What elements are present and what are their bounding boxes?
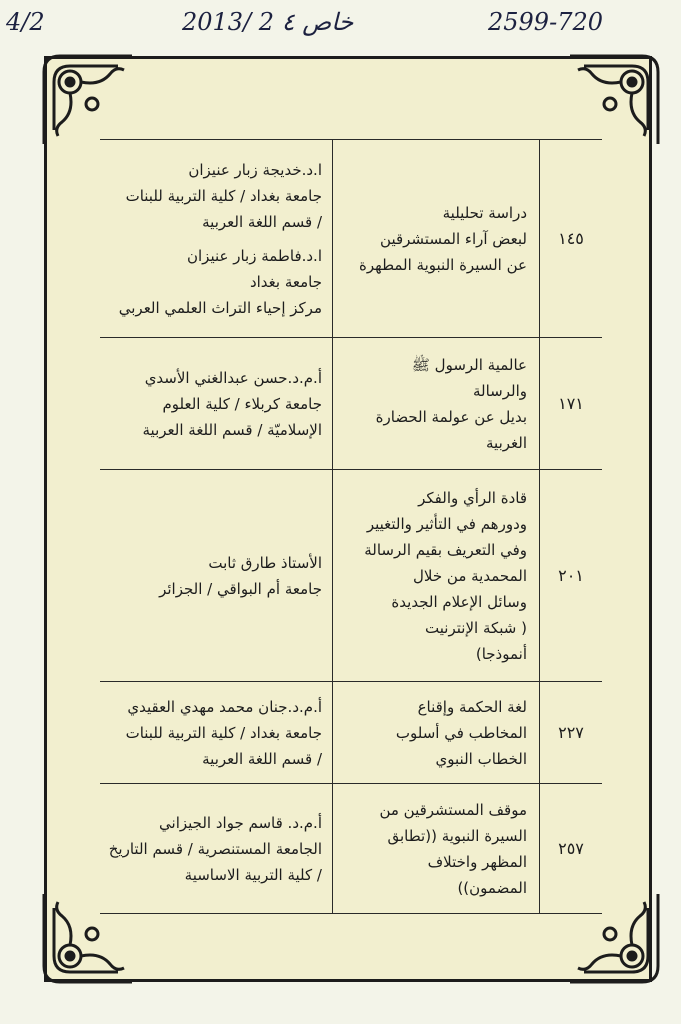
author-line: أ.م.د.جنان محمد مهدي العقيدي (127, 697, 322, 716)
page-number: ٢٥٧ (540, 784, 603, 914)
author-info (100, 682, 333, 784)
author-line: مركز إحياء التراث العلمي العربي (118, 298, 322, 317)
table-row (100, 682, 602, 784)
title-line: ( شبكة الإنترنيت (425, 618, 527, 637)
title-line: بديل عن عولمة الحضارة (375, 407, 527, 426)
title-line: عالمية الرسول ﷺ (411, 355, 527, 374)
author-line: جامعة بغداد / كلية التربية للبنات (125, 186, 322, 205)
author-line: / قسم اللغة العربية (202, 749, 322, 768)
author-info (100, 338, 333, 470)
author-line: الإسلاميّة / قسم اللغة العربية (142, 420, 322, 439)
title-line: وسائل الإعلام الجديدة (391, 592, 527, 611)
article-title (333, 140, 540, 338)
author-line: ا.د.خديجة زبار عنيزان (188, 160, 322, 179)
author-line: جامعة أم البواقي / الجزائر (159, 579, 322, 598)
page-number: ١٤٥ (540, 140, 603, 338)
table-row (100, 140, 602, 338)
page-number: ٢٢٧ (540, 682, 603, 784)
title-line: المضمون)) (457, 878, 527, 897)
title-line: قادة الرأي والفكر (418, 488, 527, 507)
handwritten-code-note: 2599-720 (488, 8, 603, 36)
title-line: والرسالة (472, 381, 527, 400)
author-line: أ.م.د. قاسم جواد الجيزاني (159, 813, 322, 832)
title-line: دراسة تحليلية (442, 203, 527, 222)
author-line: أ.م.د.حسن عبدالغني الأسدي (144, 368, 322, 387)
title-line: المخاطب في أسلوب (395, 723, 527, 742)
page-number: ١٧١ (540, 338, 603, 470)
table-row (100, 338, 602, 470)
author-line: ا.د.فاطمة زبار عنيزان (186, 246, 322, 265)
title-line: موقف المستشرقين من (379, 800, 527, 819)
article-title (333, 470, 540, 682)
handwritten-date-note: 2013/ 2 خاص ٤ (182, 8, 354, 36)
title-line: المحمدية من خلال (413, 566, 527, 585)
author-line: جامعة بغداد (249, 272, 322, 291)
author-line: الجامعة المستنصرية / قسم التاريخ (108, 839, 322, 858)
page-number: ٢٠١ (540, 470, 603, 682)
ornament-corner-icon (566, 52, 662, 148)
author-line: جامعة بغداد / كلية التربية للبنات (125, 723, 322, 742)
handwritten-page-note: 4/2 (6, 8, 45, 36)
title-line: المظهر واختلاف (427, 852, 527, 871)
author-info (100, 140, 333, 338)
title-line: لغة الحكمة وإقناع (417, 697, 527, 716)
title-line: الغربية (486, 433, 527, 452)
author-line: / قسم اللغة العربية (202, 212, 322, 231)
author-line: جامعة كربلاء / كلية العلوم (162, 394, 322, 413)
author-line: / كلية التربية الاساسية (184, 865, 322, 884)
article-title (333, 338, 540, 470)
title-line: عن السيرة النبوية المطهرة (359, 255, 527, 274)
table-row (100, 470, 602, 682)
title-line: ودورهم في التأثير والتغيير (366, 514, 527, 533)
title-line: لبعض آراء المستشرقين (380, 229, 527, 248)
article-title (333, 784, 540, 914)
title-line: الخطاب النبوي (435, 749, 527, 768)
title-line: السيرة النبوية ((تطابق (387, 826, 527, 845)
ornament-corner-icon (40, 52, 136, 148)
title-line: وفي التعريف بقيم الرسالة (364, 540, 527, 559)
author-info (100, 470, 333, 682)
author-line: الأستاذ طارق ثابت (208, 553, 322, 572)
author-info (100, 784, 333, 914)
table-row (100, 784, 602, 914)
article-title (333, 682, 540, 784)
contents-table (100, 139, 602, 914)
title-line: أنموذجا) (475, 644, 527, 663)
